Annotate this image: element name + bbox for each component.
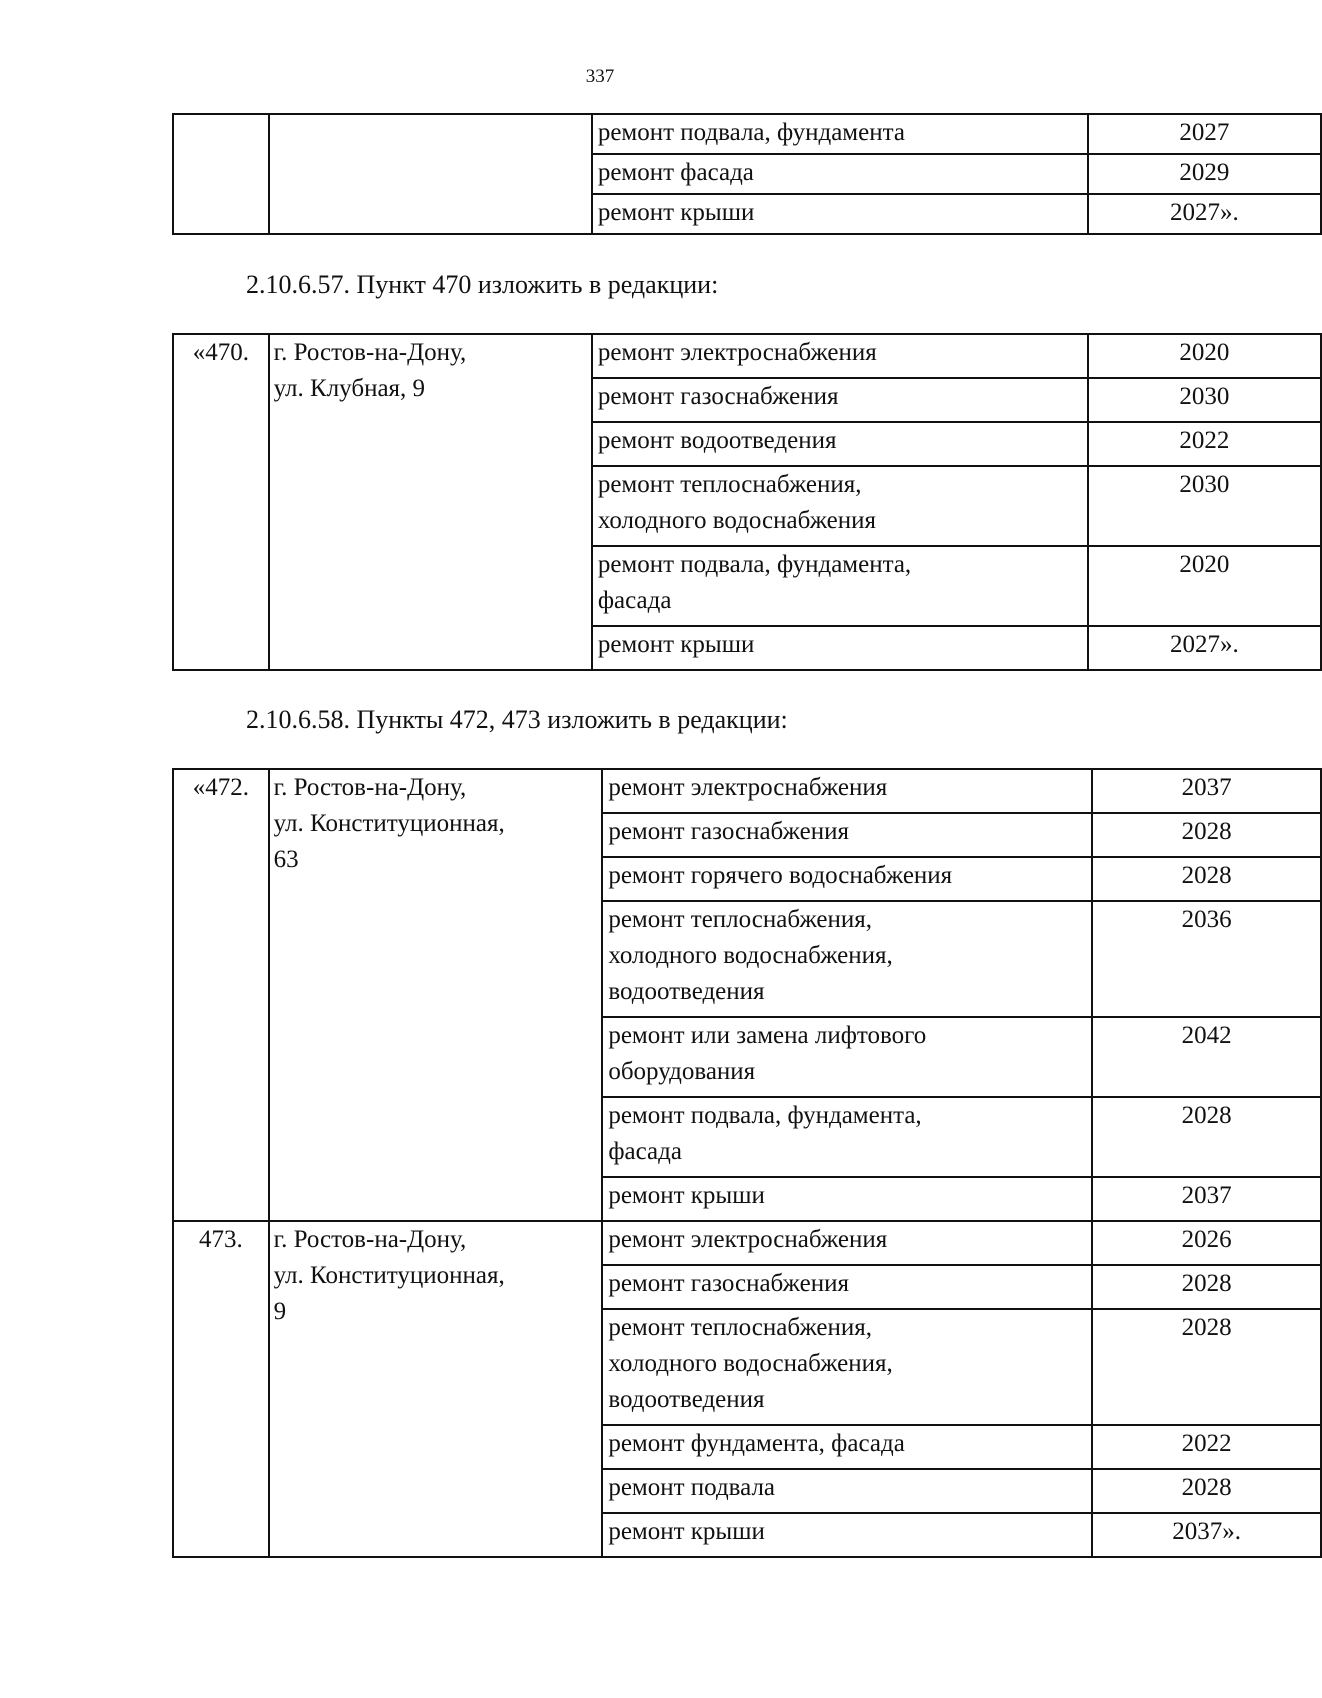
year-cell: 2020 xyxy=(1088,334,1321,378)
year-cell: 2026 xyxy=(1092,1221,1321,1265)
page-number: 337 xyxy=(585,66,615,87)
year-cell: 2028 xyxy=(1092,857,1321,901)
table-row xyxy=(173,114,1321,154)
work-cell: ремонт водоотведения xyxy=(592,422,1088,466)
work-cell: ремонт горячего водоснабжения xyxy=(602,857,1092,901)
year-cell: 2028 xyxy=(1092,1097,1321,1177)
year-cell: 2020 xyxy=(1088,546,1321,626)
year-cell: 2037». xyxy=(1092,1513,1321,1557)
year-cell: 2027». xyxy=(1088,194,1321,234)
paragraph-item-470: 2.10.6.57. Пункт 470 изложить в редакции: xyxy=(246,270,719,299)
address-line: ул. Конституционная, xyxy=(273,810,505,837)
address-line: 9 xyxy=(273,1298,287,1325)
year-cell: 2028 xyxy=(1092,1469,1321,1513)
work-cell: ремонт крыши xyxy=(602,1513,1092,1557)
work-cell: ремонт подвала xyxy=(602,1469,1092,1513)
work-cell: ремонт электроснабжения xyxy=(602,769,1092,813)
table-row xyxy=(173,1221,1321,1265)
year-cell: 2029 xyxy=(1088,154,1321,194)
address-line: ул. Конституционная, xyxy=(273,1262,505,1289)
work-cell: ремонт теплоснабжения, холодного водоснабжения, водоотведения xyxy=(602,1309,1092,1425)
year-cell: 2042 xyxy=(1092,1017,1321,1097)
year-cell: 2030 xyxy=(1088,466,1321,546)
work-cell: ремонт подвала, фундамента, фасада xyxy=(602,1097,1092,1177)
address-line: 63 xyxy=(273,846,299,873)
address-line: г. Ростов-на-Дону, xyxy=(273,339,467,366)
work-cell: ремонт крыши xyxy=(602,1177,1092,1221)
year-cell: 2037 xyxy=(1092,1177,1321,1221)
work-cell: ремонт крыши xyxy=(592,626,1088,670)
address-line: г. Ростов-на-Дону, xyxy=(273,774,467,801)
work-cell: ремонт теплоснабжения, холодного водоснабжения, водоотведения xyxy=(602,901,1092,1017)
year-cell: 2028 xyxy=(1092,1309,1321,1425)
work-cell: ремонт фундамента, фасада xyxy=(602,1425,1092,1469)
address-cell xyxy=(269,334,592,670)
address-line: г. Ростов-на-Дону, xyxy=(273,1226,467,1253)
year-cell: 2036 xyxy=(1092,901,1321,1017)
work-cell: ремонт теплоснабжения, холодного водоснабжения xyxy=(592,466,1088,546)
work-cell: ремонт газоснабжения xyxy=(592,378,1088,422)
row-number-cell: «470. xyxy=(173,334,269,670)
address-line: ул. Клубная, 9 xyxy=(273,375,426,402)
work-cell: ремонт электроснабжения xyxy=(602,1221,1092,1265)
work-cell: ремонт электроснабжения xyxy=(592,334,1088,378)
year-cell: 2028 xyxy=(1092,813,1321,857)
paragraph-items-472-473: 2.10.6.58. Пункты 472, 473 изложить в редакции: xyxy=(246,705,788,734)
row-number-cell: 473. xyxy=(173,1221,269,1557)
year-cell: 2037 xyxy=(1092,769,1321,813)
row-number-cell xyxy=(173,114,269,234)
year-cell: 2027». xyxy=(1088,626,1321,670)
work-cell: ремонт газоснабжения xyxy=(602,813,1092,857)
work-cell: ремонт фасада xyxy=(592,154,1088,194)
year-cell: 2022 xyxy=(1088,422,1321,466)
year-cell: 2028 xyxy=(1092,1265,1321,1309)
table-row xyxy=(173,334,1321,378)
address-cell xyxy=(269,1221,603,1557)
table-row xyxy=(173,769,1321,813)
address-cell xyxy=(269,114,592,234)
work-cell: ремонт подвала, фундамента, фасада xyxy=(592,546,1088,626)
work-cell: ремонт газоснабжения xyxy=(602,1265,1092,1309)
work-cell: ремонт крыши xyxy=(592,194,1088,234)
year-cell: 2030 xyxy=(1088,378,1321,422)
address-cell xyxy=(269,769,603,1221)
table-continuation xyxy=(172,113,1322,235)
table-items-472-473 xyxy=(172,768,1322,1558)
work-cell: ремонт подвала, фундамента xyxy=(592,114,1088,154)
year-cell: 2027 xyxy=(1088,114,1321,154)
table-item-470 xyxy=(172,333,1322,671)
row-number-cell: «472. xyxy=(173,769,269,1221)
work-cell: ремонт или замена лифтового оборудования xyxy=(602,1017,1092,1097)
year-cell: 2022 xyxy=(1092,1425,1321,1469)
